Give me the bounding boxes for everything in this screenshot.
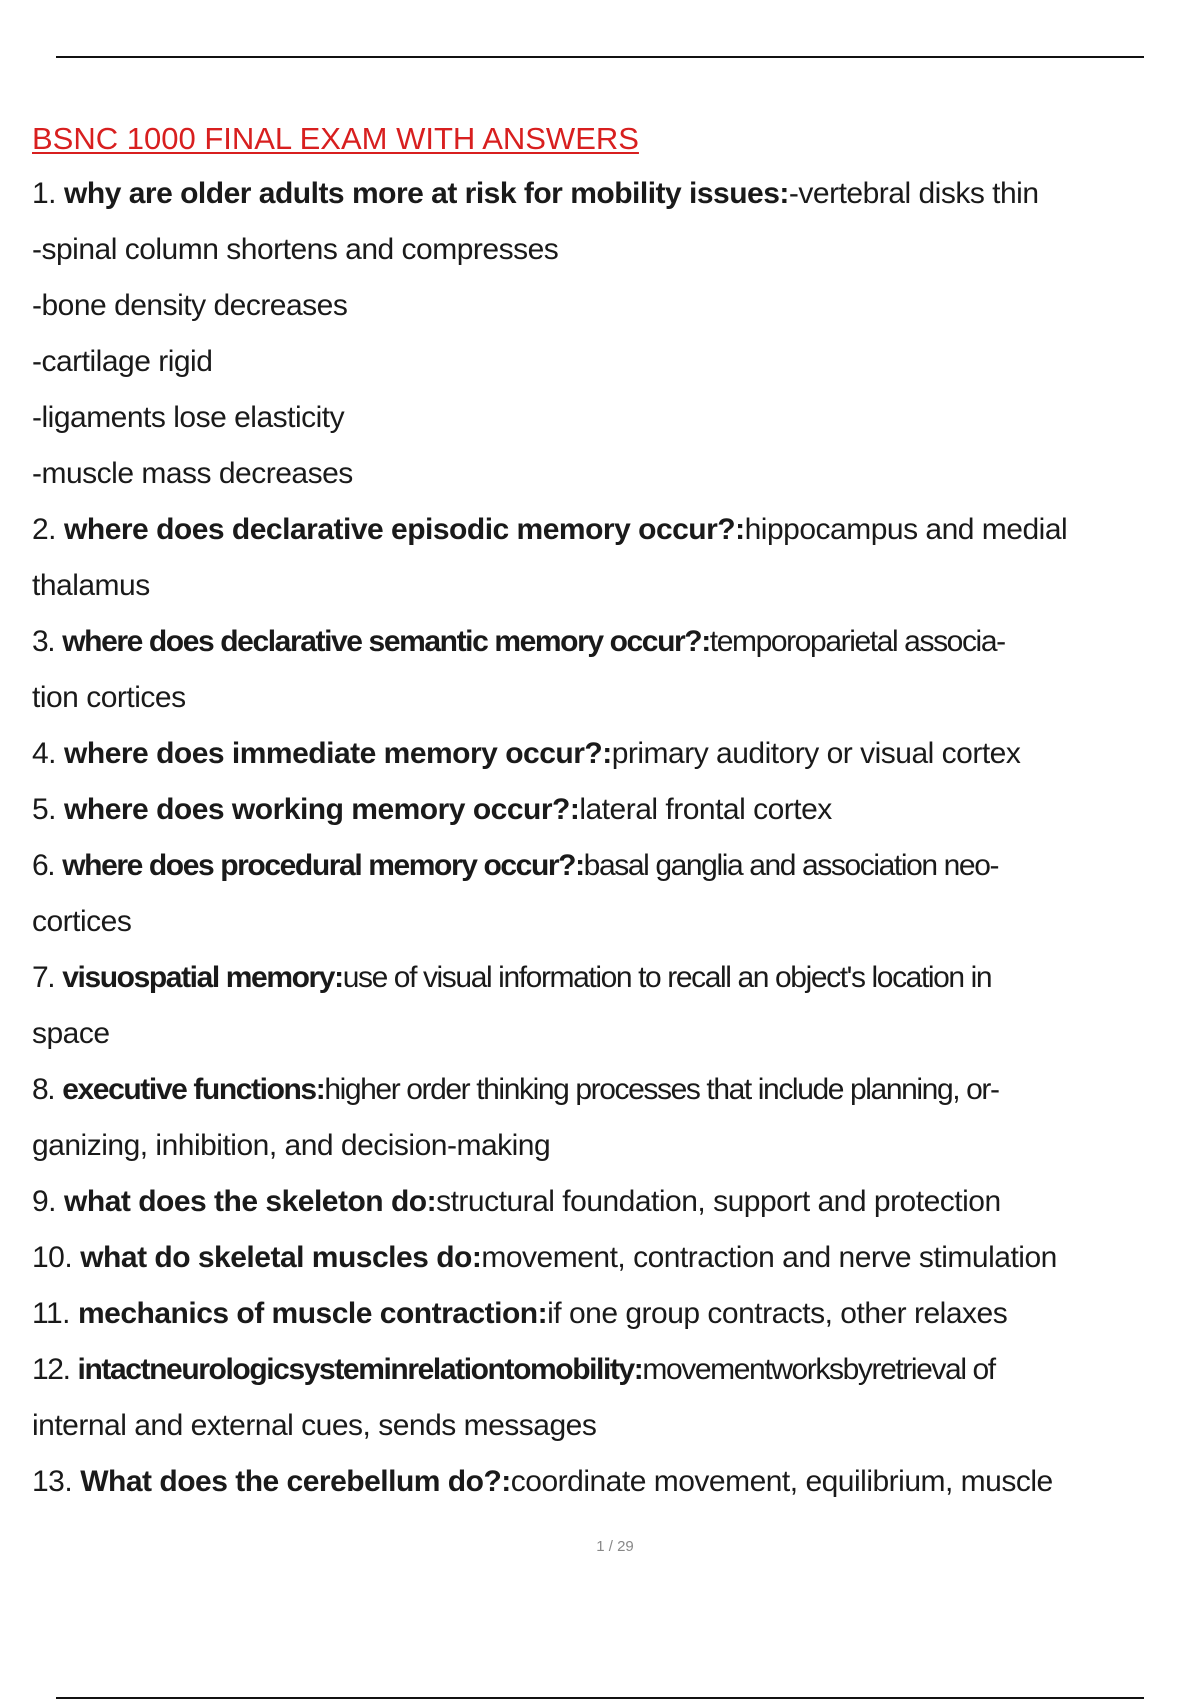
answer-continuation: -ligaments lose elasticity — [32, 401, 345, 434]
item-number: 8. — [32, 1073, 55, 1106]
page-indicator: 1 / 29 — [596, 1538, 634, 1555]
qa-item-12 — [32, 1342, 1182, 1398]
answer-text: primary auditory or visual cortex — [611, 737, 1021, 770]
qa-item-8 — [32, 1062, 1182, 1118]
answer-continuation: thalamus — [32, 569, 150, 602]
question-text: mechanics of muscle contraction: — [77, 1297, 548, 1330]
item-number: 5. — [32, 793, 57, 826]
answer-text: structural foundation, support and protection — [436, 1185, 1001, 1218]
answer-text: use of visual information to recall an object's location in — [342, 961, 992, 994]
question-text: why are older adults more at risk for mobility issues: — [64, 177, 789, 210]
qa-item-9 — [32, 1174, 1182, 1230]
question-text: What does the cerebellum do?: — [80, 1465, 511, 1498]
question-text: what do skeletal muscles do: — [80, 1241, 482, 1274]
top-rule — [56, 56, 1144, 58]
bottom-rule — [56, 1697, 1144, 1699]
item-number: 3. — [32, 625, 55, 658]
qa-item-3 — [32, 614, 1182, 670]
item-number: 9. — [32, 1185, 57, 1218]
answer-continuation: tion cortices — [32, 681, 186, 714]
item-number: 13. — [32, 1465, 73, 1498]
answer-text: coordinate movement, equilibrium, muscle — [510, 1465, 1053, 1498]
qa-item-2 — [32, 502, 1182, 558]
question-text: where does declarative semantic memory occur?: — [62, 625, 710, 658]
qa-item-1 — [32, 166, 1182, 222]
qa-item-7 — [32, 950, 1182, 1006]
qa-item-4 — [32, 726, 1182, 782]
answer-text: higher order thinking processes that include planning, or- — [324, 1073, 999, 1106]
qa-item-10 — [32, 1230, 1182, 1286]
answer-text: if one group contracts, other relaxes — [547, 1297, 1008, 1330]
question-text: what does the skeleton do: — [64, 1185, 437, 1218]
item-number: 2. — [32, 513, 57, 546]
answer-continuation: space — [32, 1017, 110, 1050]
answer-text: temporoparietal associa- — [709, 625, 1005, 658]
item-number: 4. — [32, 737, 57, 770]
answer-continuation: -spinal column shortens and compresses — [32, 233, 559, 266]
item-number: 1. — [32, 177, 57, 210]
question-text: intactneurologicsysteminrelationtomobility: — [77, 1353, 643, 1386]
answer-continuation: internal and external cues, sends messages — [32, 1409, 597, 1442]
answer-text: lateral frontal cortex — [579, 793, 832, 826]
answer-continuation: cortices — [32, 905, 132, 938]
qa-item-11 — [32, 1286, 1182, 1342]
item-number: 12. — [32, 1353, 70, 1386]
question-text: where does declarative episodic memory occur?: — [64, 513, 745, 546]
answer-text: movement, contraction and nerve stimulation — [481, 1241, 1057, 1274]
question-text: where does procedural memory occur?: — [62, 849, 584, 882]
answer-continuation: -cartilage rigid — [32, 345, 213, 378]
answer-continuation: ganizing, inhibition, and decision-making — [32, 1129, 551, 1162]
question-text: where does immediate memory occur?: — [64, 737, 612, 770]
item-number: 7. — [32, 961, 55, 994]
answer-text: movementworksbyretrieval of — [642, 1353, 995, 1386]
qa-item-13 — [32, 1454, 1182, 1510]
answer-text: -vertebral disks thin — [788, 177, 1039, 210]
document-body — [32, 112, 1182, 1510]
question-text: visuospatial memory: — [62, 961, 343, 994]
answer-continuation: -bone density decreases — [32, 289, 348, 322]
item-number: 6. — [32, 849, 55, 882]
qa-item-6 — [32, 838, 1182, 894]
document-title: BSNC 1000 FINAL EXAM WITH ANSWERS — [32, 121, 639, 156]
answer-text: hippocampus and medial — [744, 513, 1068, 546]
qa-item-5 — [32, 782, 1182, 838]
question-text: executive functions: — [62, 1073, 325, 1106]
answer-text: basal ganglia and association neo- — [583, 849, 999, 882]
question-text: where does working memory occur?: — [64, 793, 580, 826]
item-number: 10. — [32, 1241, 73, 1274]
item-number: 11. — [32, 1297, 70, 1330]
answer-continuation: -muscle mass decreases — [32, 457, 353, 490]
